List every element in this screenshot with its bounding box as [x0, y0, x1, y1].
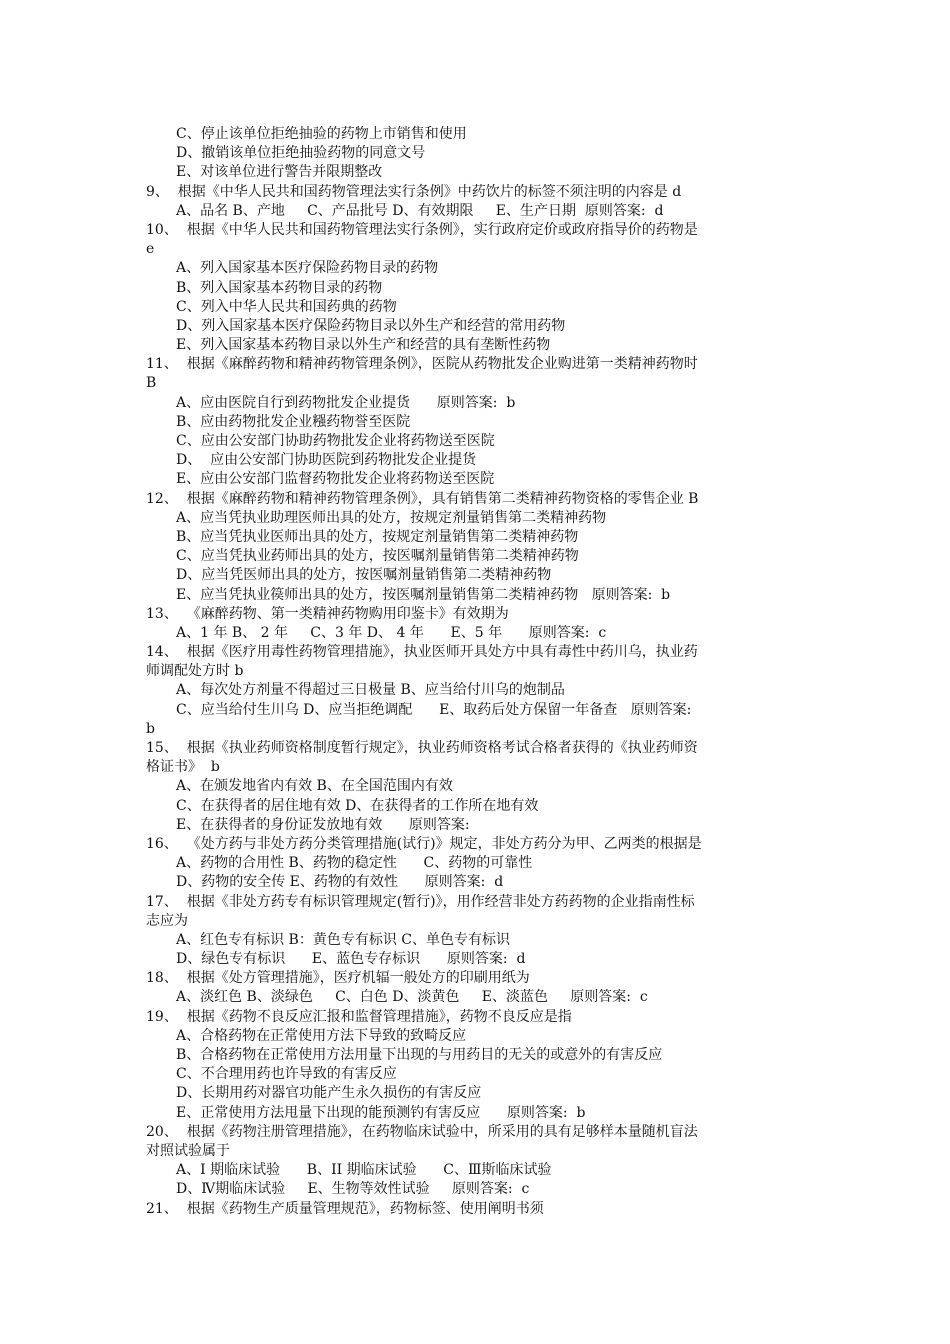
- option-line: A、应当凭执业助理医师出具的处方，按规定剂量销售第二类精神药物: [176, 509, 607, 526]
- question-line: 12、 根据《麻醉药物和精神药物管理条例》，具有销售第二类精神药物资格的零售企业 B: [146, 490, 699, 507]
- question-line: 志应为: [146, 912, 188, 929]
- option-line: C、应当给付生川乌 D、应当拒绝调配 E、取药后处方保留一年备查 原则答案:: [176, 701, 692, 718]
- question-line: 19、 根据《药物不良反应汇报和监督管理措施》，药物不良反应是指: [146, 1008, 572, 1025]
- option-line: A、红色专有标识 B：黄色专有标识 C、单色专有标识: [176, 931, 511, 948]
- question-line: 15、 根据《执业药师资格制度暂行规定》，执业药师资格考试合格者获得的《执业药师资: [146, 740, 698, 756]
- option-line: A、1 年 B、 2 年 C、3 年 D、 4 年 E、5 年 原则答案: c: [176, 624, 607, 641]
- option-line: E、应由公安部门监督药物批发企业将药物送至医院: [176, 471, 495, 488]
- option-line: A、淡红色 B、淡绿色 C、白色 D、淡黄色 E、淡蓝色 原则答案: c: [176, 989, 648, 1006]
- option-line: E、在获得者的身份证发放地有效 原则答案:: [176, 816, 470, 833]
- option-line: C、停止该单位拒绝抽验的药物上市销售和使用: [176, 126, 467, 142]
- option-line: D、药物的安全传 E、药物的有效性 原则答案: d: [176, 874, 504, 891]
- option-line: C、列入中华人民共和国药典的药物: [176, 298, 397, 315]
- option-line: E、应当凭执业篌师出具的处方，按医嘱剂量销售第二类精神药物 原则答案: b: [176, 586, 671, 603]
- question-line: 20、 根据《药物注册管理措施》，在药物临床试验中，所采用的具有足够样本量随机盲法: [146, 1123, 698, 1140]
- option-line: C、应当凭执业药师出具的处方，按医嘱剂量销售第二类精神药物: [176, 548, 579, 565]
- question-line: 17、 根据《非处方药专有标识管理规定(暂行)》，用作经营非处方药药物的企业指南性标: [146, 893, 695, 910]
- question-line: 13、 《麻醉药物、第一类精神药物购用印鉴卡》有效期为: [146, 605, 509, 622]
- option-line: E、正常使用方法甩量下出现的能预测钓有害反应 原则答案: b: [176, 1104, 586, 1121]
- option-line: E、列入国家基本药物目录以外生产和经营的具有垄断性药物: [176, 337, 551, 354]
- question-line: 21、 根据《药物生产质量管理规范》，药物标签、使用阐明书须: [146, 1200, 544, 1217]
- option-line: D、绿色专有标识 E、蓝色专存标识 原则答案: d: [176, 951, 526, 968]
- option-line: A、在颁发地省内有效 B、在全国范围内有效: [176, 778, 453, 795]
- option-line: C、应由公安部门协助药物批发企业将药物送至医院: [176, 433, 495, 449]
- option-line: A、合格药物在正常使用方法下导致的致畸反应: [176, 1027, 467, 1044]
- option-line: A、品名 B、产地 C、产品批号 D、有效期限 E、生产日期 原则答案: d: [176, 202, 664, 219]
- option-line: B、列入国家基本药物目录的药物: [176, 279, 383, 296]
- question-line: e: [146, 241, 155, 258]
- question-line: 师调配处方时 b: [146, 663, 244, 680]
- option-line: D、列入国家基本医疗保险药物目录以外生产和经营的常用药物: [176, 317, 566, 334]
- question-line: 18、 根据《处方管理措施》，医疗机辐一般处方的印刷用纸为: [146, 970, 530, 987]
- option-line: D、Ⅳ期临床试验 E、生物等效性试验 原则答案: c: [176, 1181, 530, 1198]
- option-line: E、对该单位进行警告并限期整改: [176, 164, 383, 181]
- option-line: D、长期用药对器官功能产生永久损伤的有害反应: [176, 1085, 482, 1102]
- document-body: [146, 125, 810, 1219]
- option-line: A、每次处方剂量不得超过三日极量 B、应当给付川乌的炮制品: [176, 682, 565, 699]
- option-line: B、应由药物批发企业糨药物誉至医院: [176, 413, 411, 430]
- option-line: C、不合理用药也许导致的有害反应: [176, 1066, 397, 1083]
- option-line: D、 应由公安部门协助医院到药物批发企业提货: [176, 452, 477, 469]
- question-line: 14、 根据《医疗用毒性药物管理措施》，执业医师开具处方中具有毒性中药川乌，执业药: [146, 644, 698, 661]
- question-line: 9、 根据《中华人民共和国药物管理法实行条例》中药饮片的标签不须注明的内容是 d: [146, 183, 682, 200]
- question-line: B: [146, 375, 157, 392]
- option-line: B、合格药物在正常使用方法用量下出现的与用药目的无关的或意外的有害反应: [176, 1047, 663, 1063]
- option-line: D、撤销该单位拒绝抽验药物的同意文号: [176, 145, 426, 162]
- option-line: C、在获得者的居住地有效 D、在获得者的工作所在地有效: [176, 797, 539, 814]
- option-line: A、I 期临床试验 B、II 期临床试验 C、Ⅲ斯临床试验: [176, 1162, 552, 1179]
- question-line: 10、 根据《中华人民共和国药物管理法实行条例》，实行政府定价或政府指导价的药物是: [146, 221, 698, 238]
- option-line: A、列入国家基本医疗保险药物目录的药物: [176, 260, 439, 277]
- option-line: D、应当凭医师出具的处方，按医嘱剂量销售第二类精神药物: [176, 567, 552, 584]
- question-line: b: [146, 720, 155, 737]
- option-line: B、应当凭执业医师出具的处方，按规定剂量销售第二类精神药物: [176, 528, 579, 545]
- option-line: A、应由医院自行到药物批发企业提货 原则答案: b: [176, 394, 516, 411]
- question-line: 对照试验属于: [146, 1142, 230, 1159]
- option-line: A、药物的合用性 B、药物的稳定性 C、药物的可靠性: [176, 855, 533, 872]
- question-line: 格证书》 b: [146, 759, 220, 776]
- question-line: 11、 根据《麻醉药物和精神药物管理条例》，医院从药物批发企业购进第一类精神药物时: [146, 356, 698, 373]
- question-line: 16、 《处方药与非处方药分类管理措施(试行)》规定，非处方药分为甲、乙两类的根据是: [146, 835, 702, 852]
